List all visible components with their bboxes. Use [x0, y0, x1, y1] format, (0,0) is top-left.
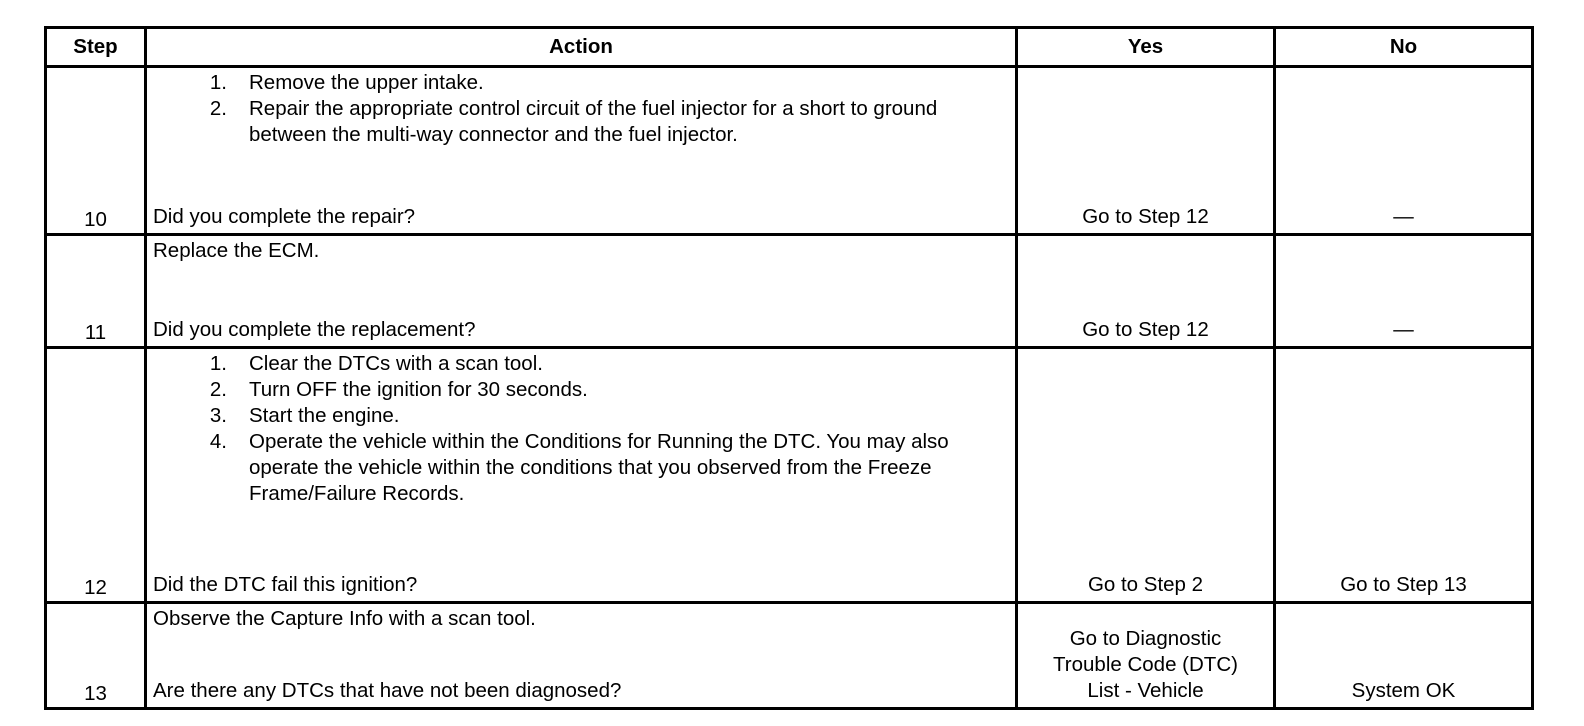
no-cell: — [1275, 67, 1533, 235]
list-item [153, 96, 1009, 148]
list-item [153, 351, 1009, 377]
action-question: Are there any DTCs that have not been diagnosed? [153, 679, 622, 702]
header-row [46, 28, 1533, 67]
action-cell [146, 67, 1017, 235]
yes-line: List - Vehicle [1087, 679, 1204, 702]
step-item-number: 1. [209, 352, 227, 375]
table-row [46, 235, 1533, 348]
step-item-text: Turn OFF the ignition for 30 seconds. [249, 378, 588, 401]
yes-cell: Go to Step 2 [1017, 348, 1275, 603]
header-step: Step [46, 28, 146, 67]
action-cell [146, 603, 1017, 709]
step-item-text: Remove the upper intake. [249, 71, 484, 94]
step-number: 12 [46, 348, 146, 603]
step-number: 13 [46, 603, 146, 709]
no-cell: System OK [1275, 603, 1533, 709]
step-item-text: Repair the appropriate control circuit of the fuel injector for a short to ground between the multi-way connector and the fuel injector. [249, 97, 938, 146]
step-item-text: Operate the vehicle within the Conditions for Running the DTC. You may also operate the vehicle within the conditions that you observed from the Freeze Frame/Failure Records. [249, 430, 949, 505]
step-number: 10 [46, 67, 146, 235]
table-row [46, 348, 1533, 603]
no-cell: Go to Step 13 [1275, 348, 1533, 603]
list-item [153, 403, 1009, 429]
yes-cell: Go to Step 12 [1017, 67, 1275, 235]
yes-line: Go to Diagnostic [1069, 627, 1222, 650]
step-item-text: Clear the DTCs with a scan tool. [249, 352, 543, 375]
step-item-number: 4. [209, 430, 227, 453]
step-item-number: 3. [209, 404, 227, 427]
table-row [46, 67, 1533, 235]
action-steps-list [153, 351, 1009, 507]
step-item-number: 2. [209, 378, 227, 401]
action-text: Replace the ECM. [153, 239, 320, 262]
action-question: Did the DTC fail this ignition? [153, 573, 418, 596]
yes-cell: Go to Step 12 [1017, 235, 1275, 348]
action-question: Did you complete the repair? [153, 205, 416, 228]
action-question: Did you complete the replacement? [153, 318, 476, 341]
step-number: 11 [46, 235, 146, 348]
list-item [153, 70, 1009, 96]
action-cell [146, 348, 1017, 603]
header-action: Action [146, 28, 1017, 67]
table-row [46, 603, 1533, 709]
step-item-number: 2. [209, 97, 227, 120]
no-cell: — [1275, 235, 1533, 348]
list-item [153, 429, 1009, 507]
list-item [153, 377, 1009, 403]
action-steps-list [153, 70, 1009, 148]
yes-cell [1017, 603, 1275, 709]
diagnostic-table [44, 26, 1534, 710]
step-item-number: 1. [209, 71, 227, 94]
action-text: Observe the Capture Info with a scan tool. [153, 607, 536, 630]
step-item-text: Start the engine. [249, 404, 400, 427]
header-yes: Yes [1017, 28, 1275, 67]
action-cell [146, 235, 1017, 348]
header-no: No [1275, 28, 1533, 67]
yes-line: Trouble Code (DTC) [1053, 653, 1238, 676]
